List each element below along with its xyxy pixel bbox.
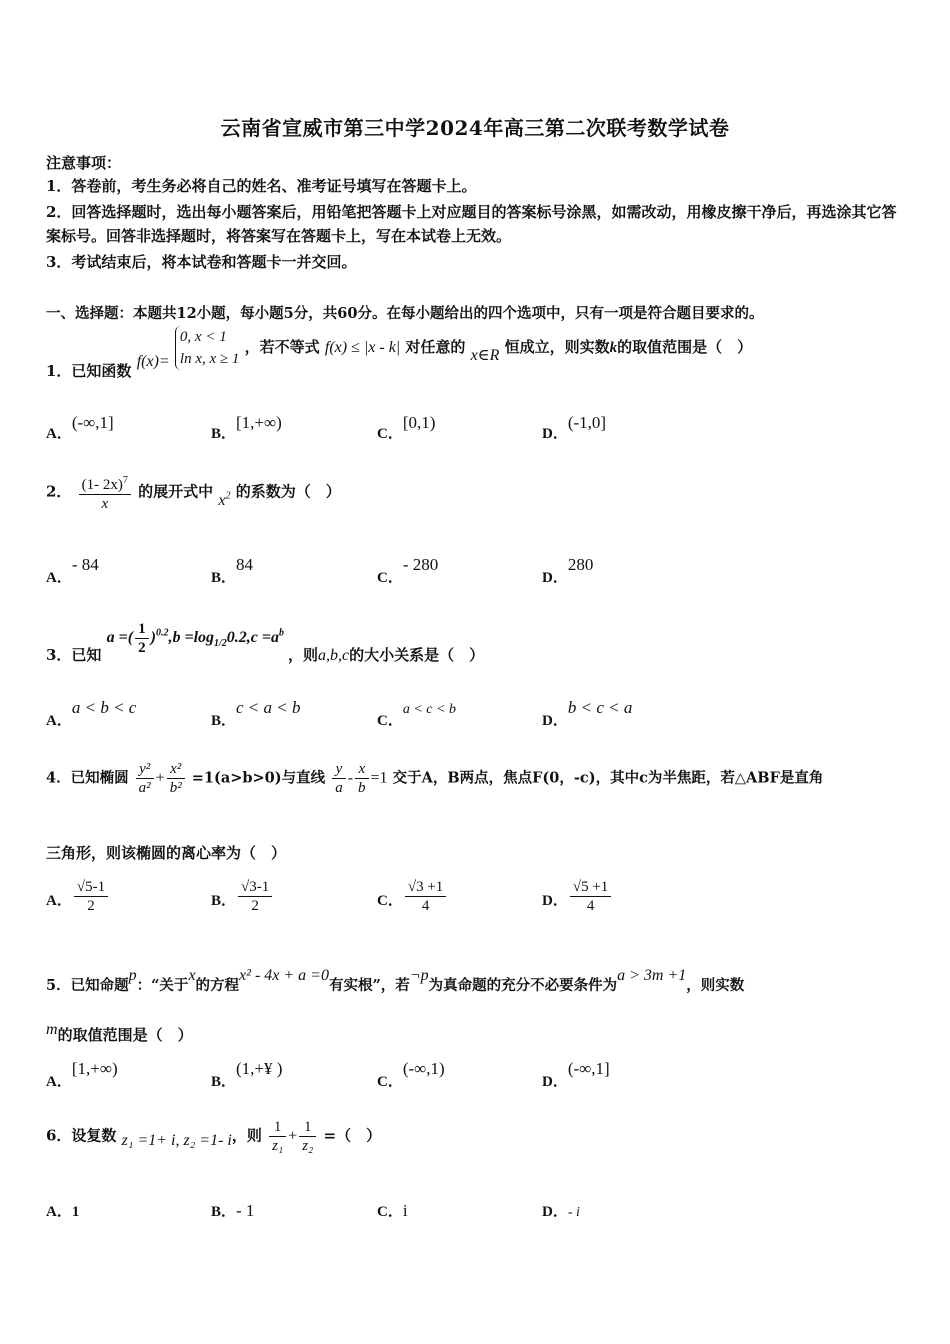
q1-option-b-value: [1,+∞) <box>236 413 282 432</box>
q6-frac-2: $\frac{1}{\text{z₂}}$ <box>299 1118 316 1155</box>
q5-text-1: ：“关于 <box>136 977 189 994</box>
q3-option-c-label: C． <box>377 713 403 729</box>
q2-option-a[interactable] <box>46 554 99 586</box>
q2-option-a-value: - 84 <box>71 555 99 574</box>
section-heading: 一、选择题：本题共12小题，每小题5分，共60分。在每小题给出的四个选项中，只有一项是符合题目要求的。 <box>46 305 764 322</box>
q1-text-tail2: 的取值范围是（ ） <box>617 338 753 356</box>
q1-text-mid2: 对任意的 <box>405 338 466 356</box>
q4-option-d-label: D． <box>542 892 568 909</box>
q4-option-c[interactable] <box>377 878 448 915</box>
q6-option-d-value: - i <box>567 1205 580 1220</box>
q2-text-mid: 的展开式中 <box>138 482 214 501</box>
q4-option-c-den: 4 <box>421 898 430 914</box>
q2-option-d[interactable] <box>542 554 594 586</box>
q4-option-d[interactable] <box>542 878 613 915</box>
q3-option-b[interactable] <box>211 697 301 729</box>
question-6 <box>46 1118 381 1155</box>
q4-option-a[interactable] <box>46 878 110 915</box>
q6-frac-1: $\frac{1}{\text{z₁}}$ <box>269 1118 286 1155</box>
q6-number: 6．设复数 <box>46 1126 117 1145</box>
q2-term: $x^2$ <box>218 490 231 509</box>
q2-option-c-label: C． <box>377 570 403 586</box>
question-4 <box>46 760 823 797</box>
q3-option-a[interactable] <box>46 697 137 729</box>
q6-z-definition: z₁ =1+ i, z₂ =1- i <box>121 1131 232 1149</box>
q5-option-d-label: D． <box>542 1074 568 1090</box>
q6-option-a-label: A． <box>46 1204 72 1220</box>
q5-option-d[interactable] <box>542 1058 610 1090</box>
page-title: 云南省宣威市第三中学2024年高三第二次联考数学试卷 <box>220 116 730 140</box>
q4-number: 4．已知椭圆 <box>46 769 129 787</box>
q1-option-c-value: [0,1) <box>402 413 436 432</box>
q6-option-a[interactable] <box>46 1200 79 1221</box>
q1-option-d-value: (-1,0] <box>567 413 607 432</box>
q5-x: x <box>188 967 196 984</box>
q6-option-b-label: B． <box>211 1204 237 1220</box>
q4-frac-ya: $\frac{y}{a}$ <box>332 760 346 797</box>
q6-option-c[interactable] <box>377 1200 408 1221</box>
question-3 <box>46 620 485 665</box>
q1-domain: x∈R <box>470 347 500 364</box>
notice-item-3: 3．考试结束后，将本试卷和答题卡一并交回。 <box>46 253 357 271</box>
q6-text-tail: =（ ） <box>323 1126 382 1145</box>
q5-not-p: ¬p <box>409 967 429 984</box>
q4-option-a-den: 2 <box>87 898 95 914</box>
q2-fraction <box>79 472 131 513</box>
q1-number: 1．已知函数 <box>46 362 132 380</box>
q3-option-d-value: b < c < a <box>567 698 633 717</box>
q2-option-d-label: D． <box>542 570 568 586</box>
q2-option-b[interactable] <box>211 554 254 586</box>
q5-option-c[interactable] <box>377 1058 445 1090</box>
q2-option-d-value: 280 <box>567 555 594 574</box>
q4-option-b[interactable] <box>211 878 274 915</box>
q4-minus: - <box>347 769 354 787</box>
q3-option-a-label: A． <box>46 713 72 729</box>
q1-text-mid: ，若不等式 <box>244 338 320 356</box>
q1-option-a-value: (-∞,1] <box>71 413 114 432</box>
q4-option-c-num: √3 +1 <box>405 878 446 897</box>
q1-option-a-label: A． <box>46 426 72 442</box>
q3-option-d-label: D． <box>542 713 568 729</box>
q5-option-b-label: B． <box>211 1074 237 1090</box>
q5-line-2-text: 的取值范围是（ ） <box>57 1026 193 1044</box>
q3-text-mid: ，则 <box>288 646 319 665</box>
q2-option-b-label: B． <box>211 570 237 586</box>
q6-option-d-label: D． <box>542 1204 568 1220</box>
q5-option-c-label: C． <box>377 1074 403 1090</box>
q5-option-c-value: (-∞,1) <box>402 1059 445 1078</box>
q4-text-tail: 交于A，B两点，焦点F(0，-c)，其中c为半焦距，若△ABF是直角 <box>392 769 824 787</box>
q1-case-1: 0, x < 1 <box>179 329 227 345</box>
q3-text-tail: 的大小关系是（ ） <box>349 646 485 665</box>
q4-plus: + <box>155 769 165 787</box>
q4-option-b-num: √3-1 <box>238 878 272 897</box>
q6-plus: + <box>288 1127 298 1145</box>
q3-expression: a =( $\frac{1}{2}$ )$^{0.2},b =\log_{1/2}0.2,c =a^b$ <box>106 621 285 656</box>
q4-option-a-label: A． <box>46 892 72 909</box>
q5-text-5: ，则实数 <box>686 977 745 994</box>
q5-line-2 <box>46 1018 193 1044</box>
q5-m: m <box>46 1021 58 1038</box>
q1-option-c-label: C． <box>377 426 403 442</box>
q4-frac-y2a2: $\frac{\text{y²}}{\text{a²}}$ <box>136 760 154 797</box>
q4-option-d-den: 4 <box>586 898 595 914</box>
q2-number: 2． <box>46 482 72 501</box>
q5-option-a-value: [1,+∞) <box>71 1059 118 1078</box>
q5-option-a-label: A． <box>46 1074 72 1090</box>
q6-option-b[interactable] <box>211 1200 254 1221</box>
q5-option-d-value: (-∞,1] <box>567 1059 610 1078</box>
q6-option-a-value: 1 <box>71 1204 80 1220</box>
q3-option-c-value: a < c < b <box>402 702 456 717</box>
q4-option-a-num: √5-1 <box>74 878 108 897</box>
q1-piecewise <box>175 326 239 370</box>
q2-numerator: (1- 2x) <box>81 477 123 493</box>
q4-eq2: =1 <box>370 769 388 787</box>
q2-option-c-value: - 280 <box>402 555 439 574</box>
question-2 <box>46 472 341 513</box>
q4-frac-xb: $\frac{x}{b}$ <box>355 760 369 797</box>
q6-option-b-value: - 1 <box>236 1201 255 1220</box>
q3-option-b-label: B． <box>211 713 237 729</box>
q1-case-2: ln x, x ≥ 1 <box>179 351 240 367</box>
q4-line-2: 三角形，则该椭圆的离心率为（ ） <box>46 844 287 862</box>
q1-option-b[interactable] <box>211 412 282 442</box>
notice-item-2: 2．回答选择题时，选出每小题答案后，用铅笔把答题卡上对应题目的答案标号涂黑，如需改动，用橡皮擦干净后，再选涂其它答案标号。回答非选择题时，将答案写在答题卡上，写在本试卷上无效。 <box>46 203 897 245</box>
q5-option-a[interactable] <box>46 1058 118 1090</box>
q4-option-b-den: 2 <box>251 898 259 914</box>
q5-condition: a > 3m +1 <box>617 967 687 984</box>
q3-number: 3．已知 <box>46 646 102 665</box>
q2-text-tail: 的系数为（ ） <box>235 482 341 501</box>
notice-item-1: 1．答卷前，考生务必将自己的姓名、准考证号填写在答题卡上。 <box>46 177 477 195</box>
q2-denominator: x <box>101 496 109 512</box>
q5-number: 5．已知命题 <box>46 977 129 994</box>
q6-option-c-value: i <box>402 1201 408 1220</box>
q4-frac-x2b2: $\frac{\text{x²}}{\text{b²}}$ <box>167 760 185 797</box>
q4-eq1: =1(a>b>0)与直线 <box>191 769 326 787</box>
q4-option-c-label: C． <box>377 892 403 909</box>
q2-option-b-value: 84 <box>236 555 254 574</box>
q3-option-d[interactable] <box>542 697 633 729</box>
q5-text-3: 有实根”，若 <box>328 977 410 994</box>
q2-option-c[interactable] <box>377 554 439 586</box>
q1-text-tail: 恒成立，则实数 <box>504 338 610 356</box>
q4-option-b-label: B． <box>211 892 237 909</box>
q1-option-d[interactable] <box>542 412 607 442</box>
notice-heading: 注意事项： <box>46 154 122 172</box>
q3-option-b-value: c < a < b <box>236 698 301 717</box>
q5-option-b[interactable] <box>211 1058 283 1090</box>
q5-text-2: 的方程 <box>195 977 240 994</box>
q5-text-4: 为真命题的充分不必要条件为 <box>428 977 618 994</box>
q1-option-a[interactable] <box>46 412 114 442</box>
q3-vars: a,b,c <box>318 647 350 665</box>
q1-k: k <box>609 340 618 356</box>
q6-text-mid: ，则 <box>231 1126 262 1145</box>
q2-numerator-exp: 7 <box>122 475 128 486</box>
q2-option-a-label: A． <box>46 570 72 586</box>
q5-option-b-value: (1,+¥ ) <box>236 1059 283 1078</box>
q6-option-d[interactable] <box>542 1200 580 1221</box>
q3-option-a-value: a < b < c <box>71 698 137 717</box>
q5-equation: x² - 4x + a =0 <box>239 967 329 984</box>
q4-option-d-num: √5 +1 <box>570 878 611 897</box>
q5-p: p <box>128 967 137 984</box>
q1-option-b-label: B． <box>211 426 237 442</box>
q1-fx: f(x)= <box>136 353 170 370</box>
question-5 <box>46 964 745 994</box>
question-1 <box>46 326 753 380</box>
q3-option-c[interactable] <box>377 697 456 729</box>
q1-option-d-label: D． <box>542 426 568 442</box>
q6-option-c-label: C． <box>377 1204 403 1220</box>
q1-option-c[interactable] <box>377 412 436 442</box>
q1-inequality: f(x) ≤ |x - k| <box>324 339 401 356</box>
